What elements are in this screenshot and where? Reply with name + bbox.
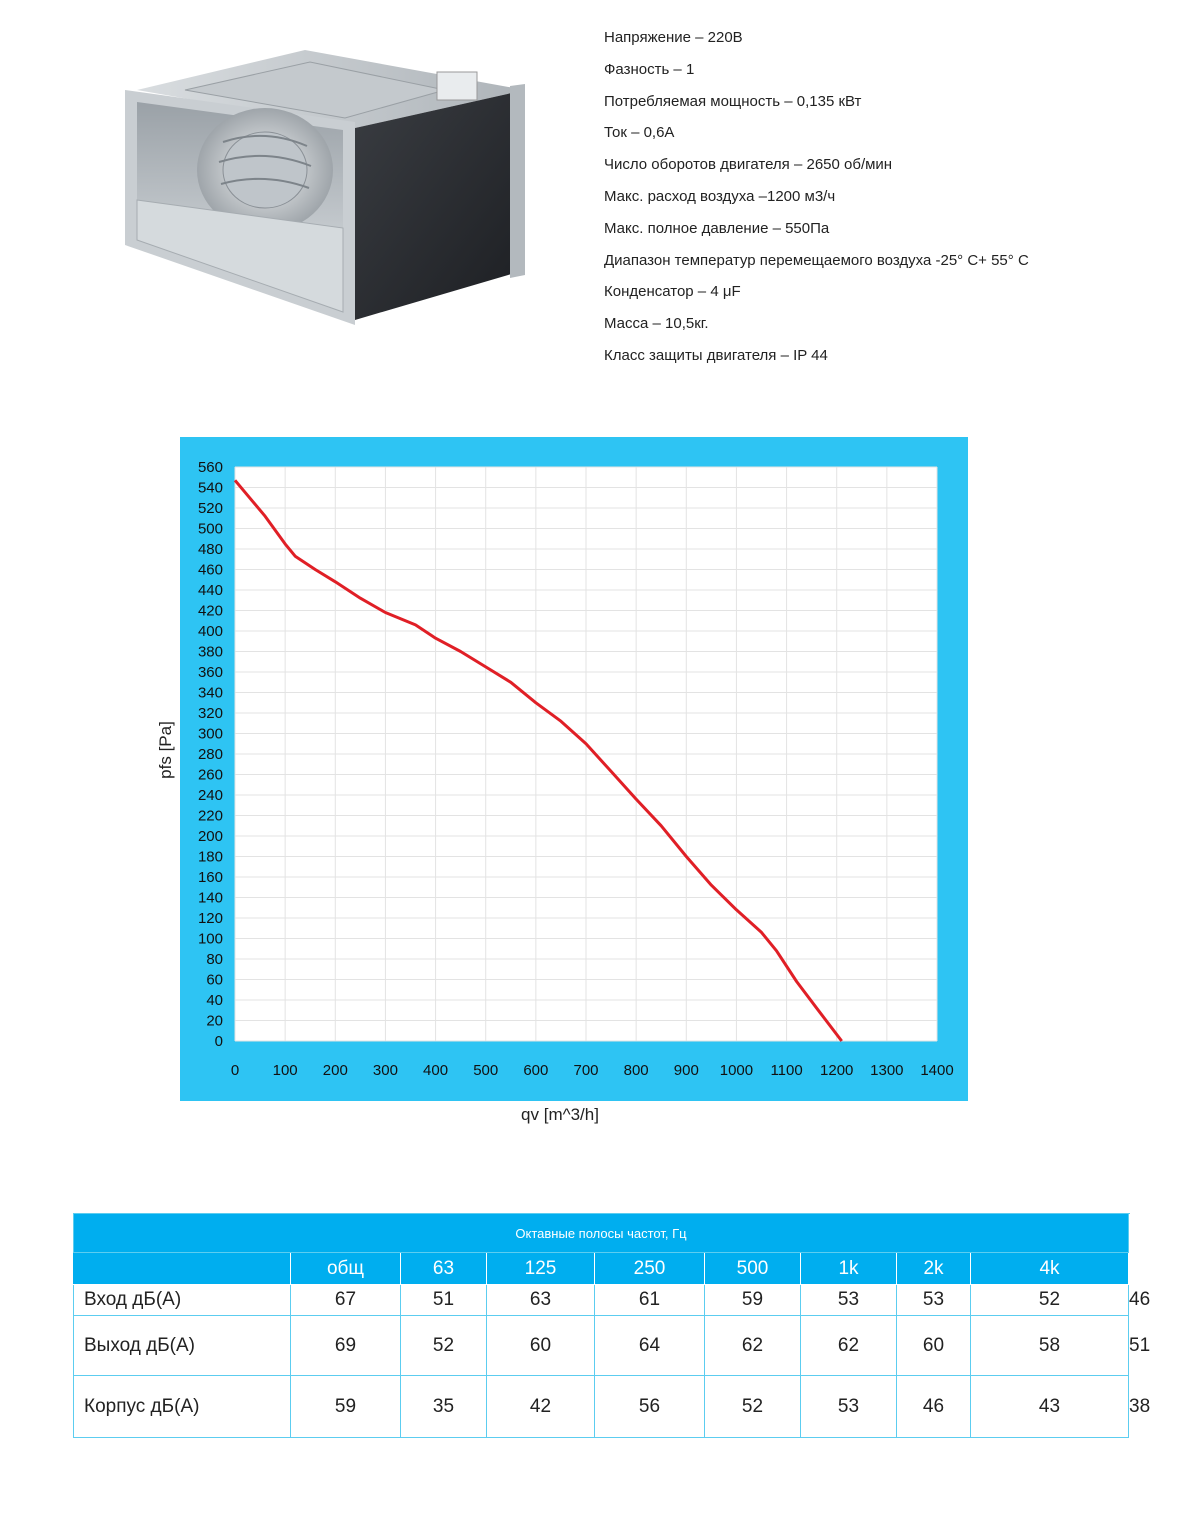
x-tick-label: 500 xyxy=(473,1062,499,1079)
x-tick-label: 1100 xyxy=(770,1062,803,1079)
column-header: 125 xyxy=(487,1253,595,1285)
y-tick-label: 160 xyxy=(197,869,223,886)
y-tick-label: 460 xyxy=(197,561,223,579)
y-tick-label: 180 xyxy=(197,848,223,866)
y-tick-label: 540 xyxy=(197,479,223,497)
table-cell: 56 xyxy=(595,1376,705,1438)
column-header: 500 xyxy=(705,1253,801,1285)
x-tick-label: 900 xyxy=(673,1062,699,1079)
table-caption: Октавные полосы частот, Гц xyxy=(74,1214,1129,1253)
table-cell: 62 xyxy=(705,1316,801,1376)
y-tick-label: 80 xyxy=(206,951,223,968)
y-tick-label: 320 xyxy=(197,705,223,722)
column-header: 63 xyxy=(401,1253,487,1285)
table-row: Вход дБ(А) 67 51 63 61 59 53 53 52 46 xyxy=(74,1285,1129,1316)
y-tick-label: 440 xyxy=(197,582,223,599)
x-tick-label: 1300 xyxy=(870,1062,904,1079)
x-tick-label: 300 xyxy=(372,1062,398,1079)
y-axis-label-box xyxy=(151,710,181,790)
table-cell: 67 xyxy=(291,1285,401,1316)
x-tick-label: 200 xyxy=(322,1062,348,1079)
y-tick-label: 20 xyxy=(206,1012,223,1030)
table-cell: 51 xyxy=(401,1285,487,1316)
table-cell: 59 xyxy=(705,1285,801,1316)
table-cell: 58 xyxy=(971,1316,1129,1376)
x-tick-label: 600 xyxy=(523,1062,549,1079)
table-cell: 60 xyxy=(897,1316,971,1376)
x-tick-label: 100 xyxy=(272,1062,298,1079)
y-tick-label: 280 xyxy=(197,746,223,763)
table-cell: 59 xyxy=(291,1376,401,1438)
table-cell: 53 xyxy=(897,1285,971,1316)
y-tick-label: 140 xyxy=(197,889,223,907)
table-cell: 53 xyxy=(801,1285,897,1316)
table-header-blank xyxy=(74,1253,291,1285)
spec-max-pressure: Макс. полное давление – 550Па xyxy=(604,219,830,237)
x-tick-label: 1400 xyxy=(920,1062,954,1079)
table-row: Выход дБ(А) 69 52 60 64 62 62 60 58 51 xyxy=(74,1316,1129,1376)
table-cell: 52 xyxy=(401,1316,487,1376)
table-cell: 53 xyxy=(801,1376,897,1438)
y-axis-label: pfs [Pa] xyxy=(156,721,175,779)
y-tick-label: 340 xyxy=(197,684,223,702)
y-tick-label: 520 xyxy=(197,500,223,517)
column-header: 250 xyxy=(595,1253,705,1285)
spec-power: Потребляемая мощность – 0,135 кВт xyxy=(604,92,862,110)
y-tick-label: 120 xyxy=(197,910,223,927)
y-tick-label: 560 xyxy=(197,459,223,476)
table-cell: 43 xyxy=(971,1376,1129,1438)
column-header: 4k xyxy=(971,1253,1129,1285)
table-cell: 64 xyxy=(595,1316,705,1376)
table-row: Корпус дБ(А) 59 35 42 56 52 53 46 43 38 xyxy=(74,1376,1129,1438)
table-cell: 42 xyxy=(487,1376,595,1438)
table-cell: 60 xyxy=(487,1316,595,1376)
table-cell: 69 xyxy=(291,1316,401,1376)
y-tick-label: 400 xyxy=(197,623,223,640)
y-tick-label: 500 xyxy=(197,520,223,538)
noise-level-table: Октавные полосы частот, Гц общ 63 125 250 500 1k 2k 4k 8k Вход дБ(А) 67 51 63 61 59 53 53 52 46 Выход дБ(А) 69 52 60 64 62 62 60 58 51 Корпус дБ(А) 59 35 42 56 52 53 46 43 38 xyxy=(73,1213,1129,1438)
y-tick-label: 60 xyxy=(206,971,223,989)
y-tick-label: 260 xyxy=(197,766,223,784)
spec-temperature-range: Диапазон температур перемещаемого воздуха -25° С+ 55° С xyxy=(604,251,1029,269)
row-label: Выход дБ(А) xyxy=(74,1316,291,1376)
spec-max-airflow: Макс. расход воздуха –1200 м3/ч xyxy=(604,187,836,205)
column-header: общ xyxy=(291,1253,401,1285)
y-tick-label: 100 xyxy=(197,930,223,948)
y-tick-label: 200 xyxy=(197,828,223,845)
spec-capacitor: Конденсатор – 4 μF xyxy=(604,283,741,301)
spec-protection-class: Класс защиты двигателя – IP 44 xyxy=(604,346,828,364)
table-cell: 46 xyxy=(897,1376,971,1438)
y-tick-label: 0 xyxy=(214,1033,223,1050)
x-tick-label: 800 xyxy=(623,1062,649,1079)
table-cell: 35 xyxy=(401,1376,487,1438)
table-cell: 52 xyxy=(971,1285,1129,1316)
x-tick-label: 700 xyxy=(573,1062,599,1079)
y-tick-label: 240 xyxy=(197,787,223,804)
x-tick-label: 0 xyxy=(230,1062,240,1079)
y-tick-label: 480 xyxy=(197,541,223,558)
y-tick-label: 360 xyxy=(197,664,223,681)
y-tick-label: 380 xyxy=(197,643,223,661)
spec-voltage: Напряжение – 220В xyxy=(604,29,743,46)
y-tick-label: 40 xyxy=(206,992,223,1009)
table-cell: 62 xyxy=(801,1316,897,1376)
spec-phases: Фазность – 1 xyxy=(604,60,695,78)
table-cell: 61 xyxy=(595,1285,705,1316)
spec-mass: Масса – 10,5кг. xyxy=(604,315,709,333)
table-cell: 63 xyxy=(487,1285,595,1316)
table-cell: 52 xyxy=(705,1376,801,1438)
x-tick-label: 1000 xyxy=(719,1062,754,1079)
column-header: 2k xyxy=(897,1253,971,1285)
y-tick-label: 220 xyxy=(197,807,223,825)
y-tick-label: 300 xyxy=(197,725,223,743)
row-label: Корпус дБ(А) xyxy=(74,1376,291,1438)
y-tick-label: 420 xyxy=(197,602,223,620)
x-tick-label: 1200 xyxy=(820,1062,854,1079)
spec-motor-speed: Число оборотов двигателя – 2650 об/мин xyxy=(604,156,893,174)
spec-current: Ток – 0,6А xyxy=(604,124,675,142)
row-label: Вход дБ(А) xyxy=(74,1285,291,1316)
column-header: 1k xyxy=(801,1253,897,1285)
x-tick-label: 400 xyxy=(423,1062,449,1079)
x-axis-label: qv [m^3/h] xyxy=(521,1105,599,1124)
